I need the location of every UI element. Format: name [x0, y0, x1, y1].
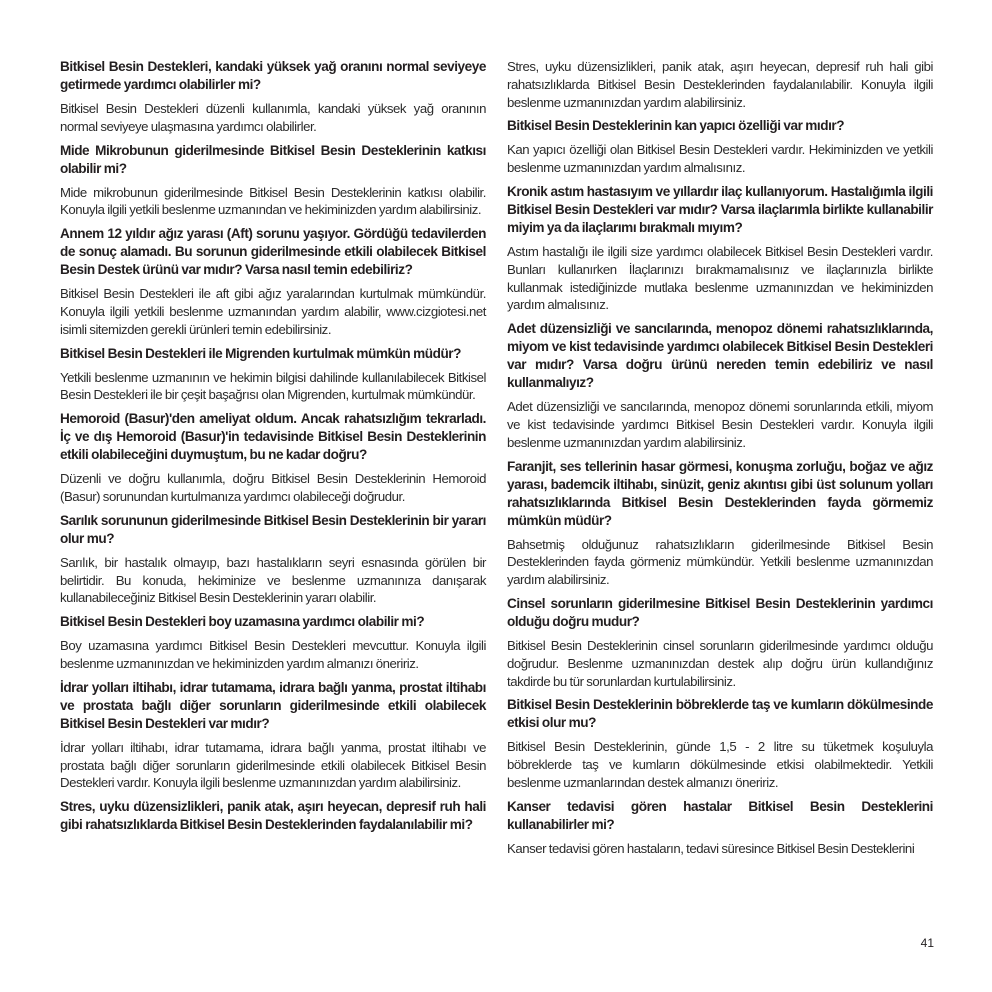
answer-text: Kan yapıcı özelliği olan Bitkisel Besin Destekleri vardır. Hekiminizden ve yetkili beslenme uzmanınızdan yardım almalısınız. — [507, 142, 933, 176]
question-text: Bitkisel Besin Destekleri boy uzamasına yardımcı olabilir mi? — [60, 614, 425, 630]
answer-text: Adet düzensizliği ve sancılarında, menopoz dönemi sorunlarında etkili, miyom ve kist tedavisinde yardımcı Bitkisel Besin Destekleri vardır. Konuyla ilgili beslenme uzmanınızdan yardım alabilirsiniz. — [507, 399, 933, 450]
answer-text: Bahsetmiş olduğunuz rahatsızlıkların giderilmesinde Bitkisel Besin Desteklerinden fayda görmeniz mümkündür. Yetkili beslenme uzmanınızdan yardım alabilirsiniz. — [507, 536, 933, 588]
question-text: Bitkisel Besin Destekleri ile Migrenden kurtulmak mümkün müdür? — [60, 345, 461, 361]
question-text: Bitkisel Besin Desteklerinin kan yapıcı özelliği var mıdır? — [507, 118, 845, 134]
question-text: Stres, uyku düzensizlikleri, panik atak, aşırı heyecan, depresif ruh hali gibi rahatsızlıklarda Bitkisel Besin Desteklerinden faydalanılabilir mi? — [60, 799, 486, 833]
question-text: Bitkisel Besin Desteklerinin böbreklerde taş ve kumların dökülmesinde etkisi olur mu? — [507, 697, 933, 731]
answer-text: Yetkili beslenme uzmanının ve hekimin bilgisi dahilinde kullanılabilecek Bitkisel Besin Destekleri ile bir çeşit başağrısı olan Migrenden, kurtulmak mümkündür. — [60, 369, 486, 403]
answer-text: Stres, uyku düzensizlikleri, panik atak, aşırı heyecan, depresif ruh hali gibi rahatsızlıklarda Bitkisel Besin Desteklerinden faydalanılabilir. Konuyla ilgili beslenme uzmanınızdan yardım alabilirsiniz. — [507, 59, 933, 110]
question-text: Hemoroid (Basur)'den ameliyat oldum. Ancak rahatsızlığım tekrarladı. İç ve dış Hemoroid (Basur)'in tedavisinde Bitkisel Besin Desteklerinin etkili olabileceğini duymuştum, bu ne kadar doğru? — [60, 411, 486, 463]
question-text: Faranjit, ses tellerinin hasar görmesi, konuşma zorluğu, boğaz ve ağız yarası, bademcik iltihabı, sinüzit, geniz akıntısı gibi üst solunum yolları rahatsızlıklarında Bitkisel Besin Desteklerinden fayda görmemiz mümkün müdür? — [507, 458, 933, 528]
question-text: Kanser tedavisi gören hastalar Bitkisel Besin Desteklerini kullanabilirler mi? — [507, 798, 933, 832]
question-text: İdrar yolları iltihabı, idrar tutamama, idrara bağlı yanma, prostat iltihabı ve prostata bağlı diğer sorunların giderilmesinde etkili olabilecek Bitkisel Besin Destekleri var mıdır? — [60, 679, 486, 731]
question-text: Adet düzensizliği ve sancılarında, menopoz dönemi rahatsızlıklarında, miyom ve kist tedavisinde yardımcı olabilecek Bitkisel Besin Destekleri var mıdır? Varsa doğru ürünü nereden temin edebiliriz ve nasıl kullanmalıyız? — [507, 321, 933, 391]
question-text: Annem 12 yıldır ağız yarası (Aft) sorunu yaşıyor. Gördüğü tedavilerden de sonuç alamadı. Bu sorunun giderilmesinde etkili olabilecek Bitkisel Besin Destek ürünü var mıdır? Varsa nasıl temin edebiliriz? — [60, 226, 486, 278]
question-text: Mide Mikrobunun giderilmesinde Bitkisel Besin Desteklerinin katkısı olabilir mi? — [60, 142, 486, 176]
answer-text: Bitkisel Besin Destekleri düzenli kullanımla, kandaki yüksek yağ oranının normal seviyeye ulaşmasına yardımcı olabilirler. — [60, 101, 486, 134]
answer-text: Boy uzamasına yardımcı Bitkisel Besin Destekleri mevcuttur. Konuyla ilgili beslenme uzmanınızdan ve hekiminizden yardım almanızı öneririz. — [60, 638, 486, 671]
question-text: Kronik astım hastasıyım ve yıllardır ilaç kullanıyorum. Hastalığımla ilgili Bitkisel Besin Destekleri var mıdır? Varsa ilaçlarımla birlikte kullanabilir miyim ya da ilaçlarımı bırakmalı mıyım? — [507, 183, 933, 235]
answer-text: Düzenli ve doğru kullanımla, doğru Bitkisel Besin Desteklerinin Hemoroid (Basur) sorunundan kurtulmanıza yardımcı olabileceği doğrudur. — [60, 471, 486, 504]
answer-text: Astım hastalığı ile ilgili size yardımcı olabilecek Bitkisel Besin Destekleri vardır. Bunları kullanırken İlaçlarınızı bırakmamalısınız ve ilaçlarınızla birlikte kullanmak istediğinizde mutlaka beslenme uzmanınızdan ve hekiminizden yardım almalısınız. — [507, 243, 933, 313]
answer-text: İdrar yolları iltihabı, idrar tutamama, idrara bağlı yanma, prostat iltihabı ve prostata bağlı diğer sorunların giderilmesinde etkili olabilecek Bitkisel Besin Destekleri vardır. Konuyla ilgili beslenme uzmanınızdan yardım alabilirsiniz. — [60, 739, 486, 791]
right-column — [507, 58, 933, 864]
answer-text: Mide mikrobunun giderilmesinde Bitkisel Besin Desteklerinin katkısı olabilir. Konuyla ilgili yetkili beslenme uzmanından ve hekiminizden yardım alabilirsiniz. — [60, 184, 486, 218]
answer-text: Bitkisel Besin Desteklerinin, günde 1,5 - 2 litre su tüketmek koşuluyla böbreklerde taş ve kumların dökülmesinde etkisi olabilmektedir. Yetkili beslenme uzmanlarından destek almanızı öneririz. — [507, 739, 933, 790]
document-page — [60, 58, 934, 918]
page-number: 41 — [920, 936, 934, 950]
left-column — [60, 58, 486, 840]
answer-text: Bitkisel Besin Desteklerinin cinsel sorunların giderilmesinde yardımcı olduğu doğrudur. Beslenme uzmanınızdan destek alıp doğru ürün kullandığınız takdirde bu tür sorunlardan kurtulabilirsiniz. — [507, 637, 933, 689]
answer-text: Kanser tedavisi gören hastaların, tedavi süresince Bitkisel Besin Desteklerini — [507, 840, 915, 856]
question-text: Bitkisel Besin Destekleri, kandaki yüksek yağ oranını normal seviyeye getirmede yardımcı olabilirler mi? — [60, 59, 486, 92]
question-text: Sarılık sorununun giderilmesinde Bitkisel Besin Desteklerinin bir yararı olur mu? — [60, 512, 486, 546]
answer-text: Sarılık, bir hastalık olmayıp, bazı hastalıkların seyri esnasında görülen bir belirtidir. Bu konuda, hekiminize ve beslenme uzmanınıza danışarak kullanabileceğiniz Bitkisel Besin Desteklerinin yararı olabilir. — [60, 554, 486, 606]
question-text: Cinsel sorunların giderilmesine Bitkisel Besin Desteklerinin yardımcı olduğu doğru mudur? — [507, 595, 933, 629]
answer-text: Bitkisel Besin Destekleri ile aft gibi ağız yaralarından kurtulmak mümkündür. Konuyla ilgili yetkili beslenme uzmanından yardım alabilir, www.cizgiotesi.net isimli sitemizden gerekli ürünleri temin edebilirsiniz. — [60, 286, 486, 337]
